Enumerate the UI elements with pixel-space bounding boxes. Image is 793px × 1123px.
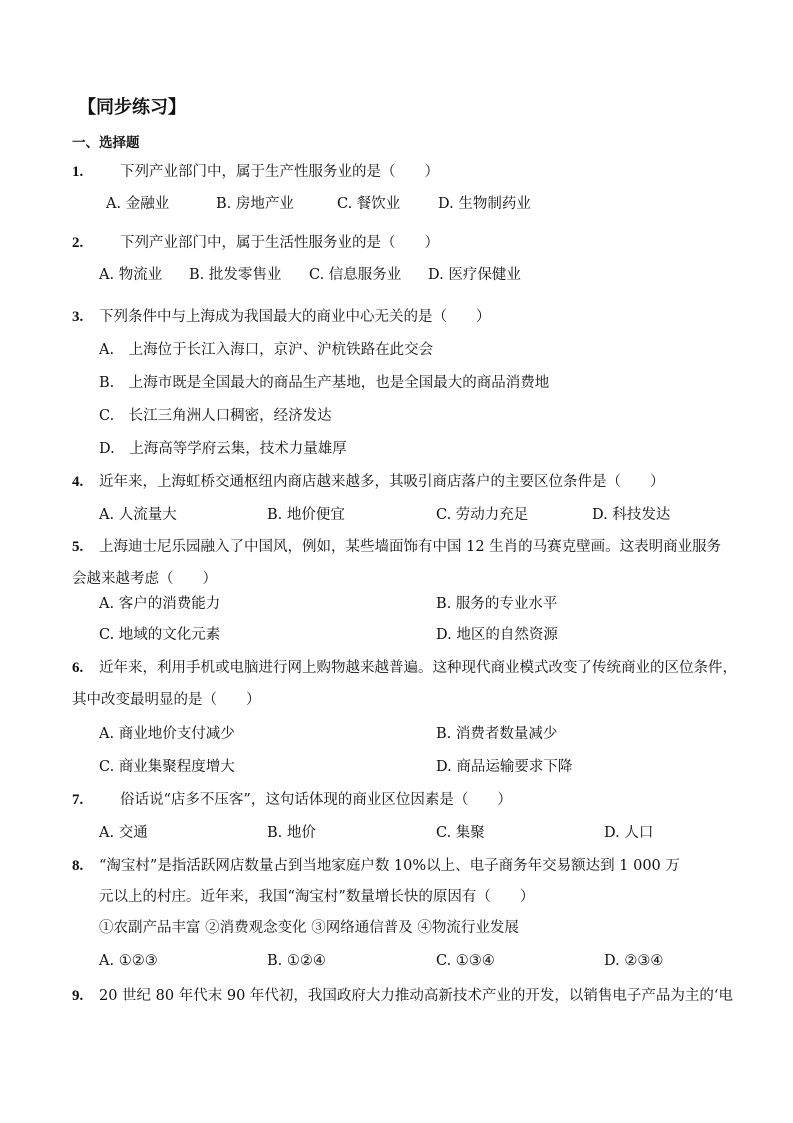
option-b[interactable]: B. 上海市既是全国最大的商品生产基地，也是全国最大的商品消费地 (99, 375, 550, 391)
option-a[interactable]: A. 金融业 (106, 196, 170, 212)
question-number: 8. (72, 858, 84, 874)
option-a[interactable]: A. ①②③ (99, 953, 158, 969)
option-b[interactable]: B. 批发零售业 (189, 267, 282, 283)
option-c[interactable]: C. 长江三角洲人口稠密，经济发达 (99, 408, 332, 424)
option-c[interactable]: C. 信息服务业 (309, 267, 402, 283)
option-a[interactable]: A. 客户的消费能力 (99, 596, 221, 612)
option-c[interactable]: C. 商业集聚程度增大 (99, 759, 235, 775)
option-d[interactable]: D. ②③④ (604, 953, 664, 969)
question-stem: 近年来，上海虹桥交通枢纽内商店越来越多，其吸引商店落户的主要区位条件是（ ） (99, 474, 665, 490)
option-d[interactable]: D. 人口 (604, 825, 654, 841)
question-number: 6. (72, 660, 84, 676)
question-stem-continued: 其中改变最明显的是（ ） (72, 692, 261, 708)
option-d[interactable]: D. 科技发达 (592, 507, 671, 523)
option-c[interactable]: C. 地域的文化元素 (99, 627, 221, 643)
option-c[interactable]: C. ①③④ (436, 953, 495, 969)
option-b[interactable]: B. 房地产业 (216, 196, 294, 212)
question-number: 9. (72, 988, 84, 1004)
question-stem: “淘宝村”是指活跃网店数量占到当地家庭户数 10%以上、电子商务年交易额达到 1 000 万 (99, 858, 680, 874)
option-a[interactable]: A. 物流业 (99, 267, 163, 283)
subsection-title: 一、选择题 (72, 135, 140, 151)
question-stem: 俗话说“店多不压客”，这句话体现的商业区位因素是（ ） (120, 792, 512, 808)
question-number: 7. (72, 792, 84, 808)
question-number: 2. (72, 235, 84, 251)
question-stem: 上海迪士尼乐园融入了中国风，例如，某些墙面饰有中国 12 生肖的马赛克壁画。这表明商业服务 (99, 539, 722, 555)
option-c[interactable]: C. 集聚 (436, 825, 485, 841)
question-stem: 近年来，利用手机或电脑进行网上购物越来越普遍。这种现代商业模式改变了传统商业的区位条件， (99, 660, 737, 676)
section-title: 【同步练习】 (78, 97, 186, 118)
question-number: 3. (72, 309, 84, 325)
question-stem-continued: 会越来越考虑（ ） (72, 571, 217, 587)
option-c[interactable]: C. 劳动力充足 (436, 507, 529, 523)
option-b[interactable]: B. 地价便宜 (267, 507, 345, 523)
option-b[interactable]: B. 地价 (267, 825, 316, 841)
option-d[interactable]: D. 医疗保健业 (428, 267, 521, 283)
option-c[interactable]: C. 餐饮业 (337, 196, 401, 212)
question-stem: 20 世纪 80 年代末 90 年代初，我国政府大力推动高新技术产业的开发，以销售电子产品为主的‘电 (99, 988, 734, 1004)
option-b[interactable]: B. 服务的专业水平 (436, 596, 558, 612)
option-b[interactable]: B. ①②④ (267, 953, 326, 969)
question-number: 4. (72, 474, 84, 490)
question-stem-continued: 元以上的村庄。近年来，我国“淘宝村”数量增长快的原因有（ ） (99, 889, 535, 905)
option-d[interactable]: D. 生物制药业 (438, 196, 531, 212)
option-a[interactable]: A. 人流量大 (99, 507, 177, 523)
option-d[interactable]: D. 商品运输要求下降 (436, 759, 573, 775)
question-statements: ①农副产品丰富 ②消费观念变化 ③网络通信普及 ④物流行业发展 (99, 920, 519, 936)
question-stem: 下列产业部门中，属于生活性服务业的是（ ） (120, 235, 439, 251)
option-a[interactable]: A. 交通 (99, 825, 148, 841)
question-number: 1. (72, 164, 84, 180)
option-d[interactable]: D. 地区的自然资源 (436, 627, 558, 643)
option-a[interactable]: A. 上海位于长江入海口，京沪、沪杭铁路在此交会 (99, 342, 434, 358)
question-stem: 下列产业部门中，属于生产性服务业的是（ ） (120, 164, 439, 180)
option-a[interactable]: A. 商业地价支付减少 (99, 726, 235, 742)
option-d[interactable]: D. 上海高等学府云集，技术力量雄厚 (99, 441, 347, 457)
question-number: 5. (72, 539, 84, 555)
question-stem: 下列条件中与上海成为我国最大的商业中心无关的是（ ） (99, 309, 491, 325)
option-b[interactable]: B. 消费者数量减少 (436, 726, 558, 742)
